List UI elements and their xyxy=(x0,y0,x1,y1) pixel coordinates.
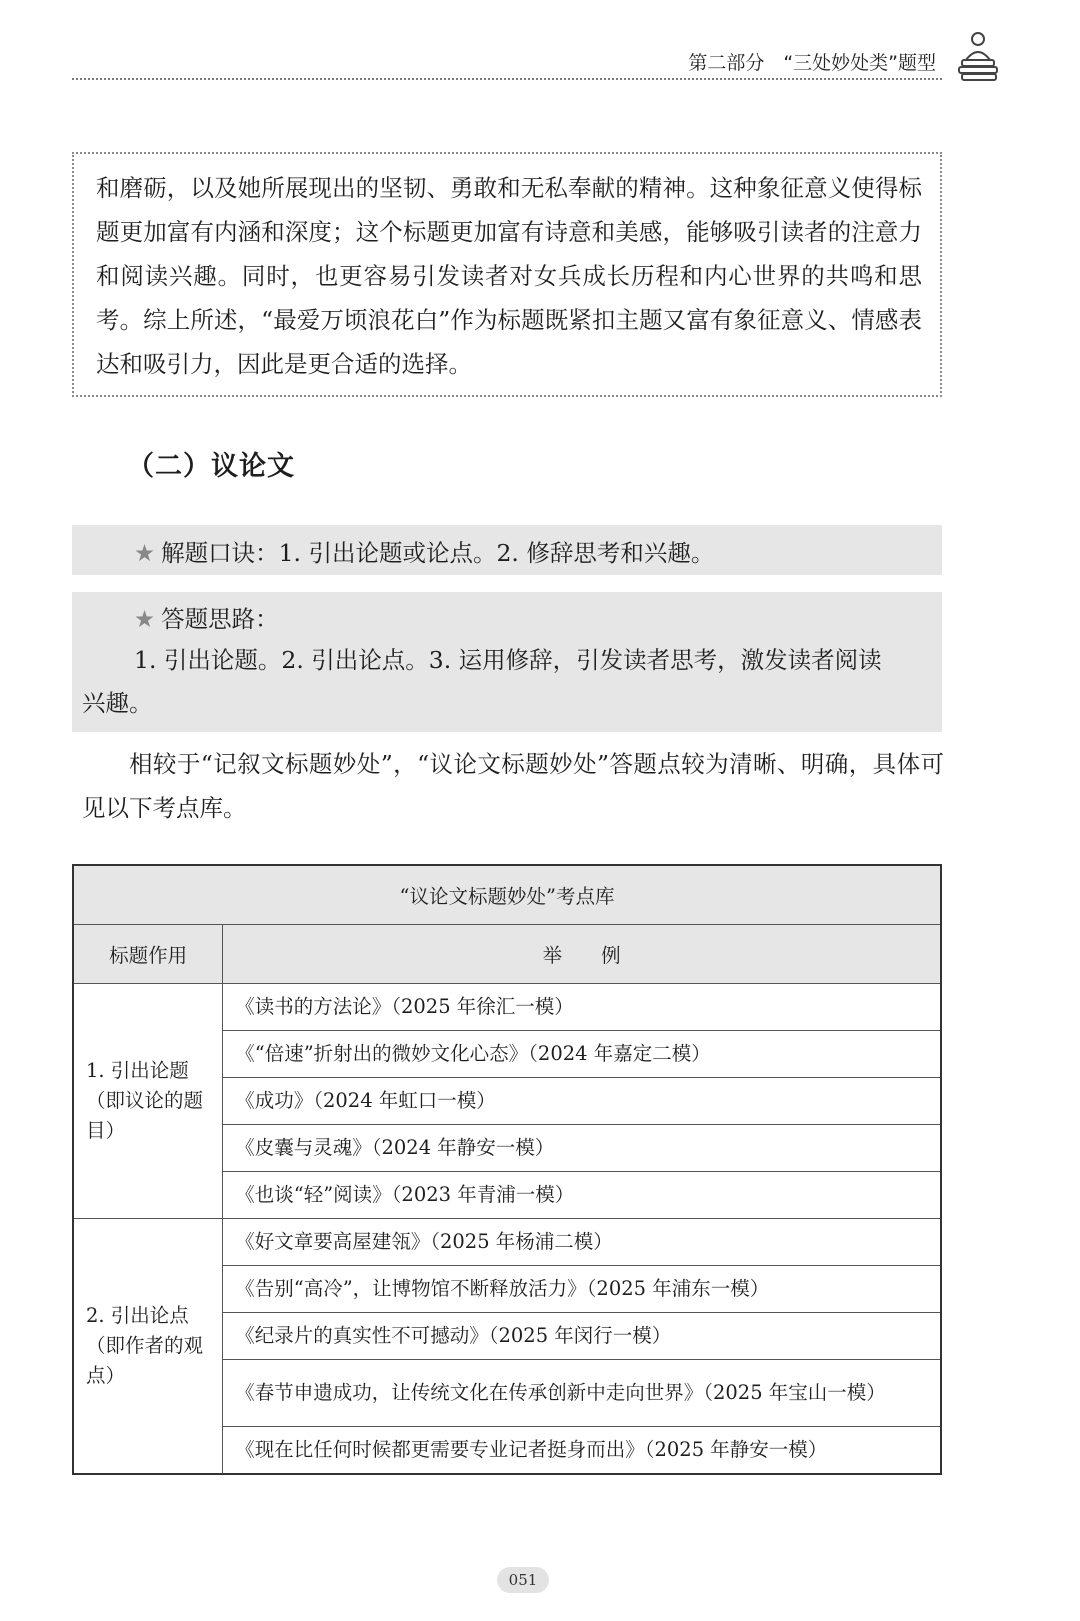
solving-formula xyxy=(134,534,714,568)
page-number: 051 xyxy=(497,1567,549,1593)
continued-answer-text: 和磨砺，以及她所展现出的坚韧、勇敢和无私奉献的精神。这种象征意义使得标题更加富有内涵和深度；这个标题更加富有诗意和美感，能够吸引读者的注意力和阅读兴趣。同时，也更容易引发读者对女兵成长历程和内心世界的共鸣和思考。综上所述，“最爱万顷浪花白”作为标题既紧扣主题又富有象征意义、情感表达和吸引力，因此是更合适的选择。 xyxy=(96,174,922,378)
example-cell: 《告别“高冷”，让博物馆不断释放活力》（2025 年浦东一模） xyxy=(223,1266,941,1313)
column-header-function: 标题作用 xyxy=(73,925,223,984)
example-cell: 《现在比任何时候都更需要专业记者挺身而出》（2025 年静安一模） xyxy=(223,1427,941,1475)
example-cell: 《也谈“轻”阅读》（2023 年青浦一模） xyxy=(223,1172,941,1219)
reader-on-books-icon xyxy=(950,30,1006,86)
example-cell: 《春节申遗成功，让传统文化在传承创新中走向世界》（2025 年宝山一模） xyxy=(223,1360,941,1427)
intro-paragraph: 相较于“记叙文标题妙处”，“议论文标题妙处”答题点较为清晰、明确，具体可见以下考点库。 xyxy=(82,750,944,822)
answer-approach-label-text: 答题思路： xyxy=(161,605,279,633)
solving-formula-text: 解题口诀：1. 引出论题或论点。2. 修辞思考和兴趣。 xyxy=(161,539,715,567)
category-cell: 1. 引出论题（即议论的题目） xyxy=(73,984,223,1219)
continued-answer-box xyxy=(72,152,942,397)
example-cell: 《皮囊与灵魂》（2024 年静安一模） xyxy=(223,1125,941,1172)
section-heading: （二）议论文 xyxy=(127,451,295,482)
running-header-title: 第二部分 “三处妙处类”题型 xyxy=(688,52,936,74)
star-icon: ★ xyxy=(134,539,156,567)
answer-approach-label xyxy=(134,600,279,634)
category-cell: 2. 引出论点（即作者的观点） xyxy=(73,1219,223,1475)
knowledge-point-table xyxy=(72,864,942,1475)
example-cell: 《好文章要高屋建瓴》（2025 年杨浦二模） xyxy=(223,1219,941,1266)
star-icon: ★ xyxy=(134,605,156,633)
answer-approach-line-1: 1. 引出论题。2. 引出论点。3. 运用修辞，引发读者思考，激发读者阅读 xyxy=(134,646,882,674)
running-header xyxy=(72,44,942,80)
solving-formula-box xyxy=(72,525,942,575)
column-header-examples: 举 例 xyxy=(223,925,941,984)
example-cell: 《纪录片的真实性不可撼动》（2025 年闵行一模） xyxy=(223,1313,941,1360)
answer-approach-line-2: 兴趣。 xyxy=(82,689,153,717)
example-cell: 《读书的方法论》（2025 年徐汇一模） xyxy=(223,984,941,1031)
table-title: “议论文标题妙处”考点库 xyxy=(73,865,941,925)
answer-approach-box xyxy=(72,592,942,732)
example-cell: 《“倍速”折射出的微妙文化心态》（2024 年嘉定二模） xyxy=(223,1031,941,1078)
example-cell: 《成功》（2024 年虹口一模） xyxy=(223,1078,941,1125)
